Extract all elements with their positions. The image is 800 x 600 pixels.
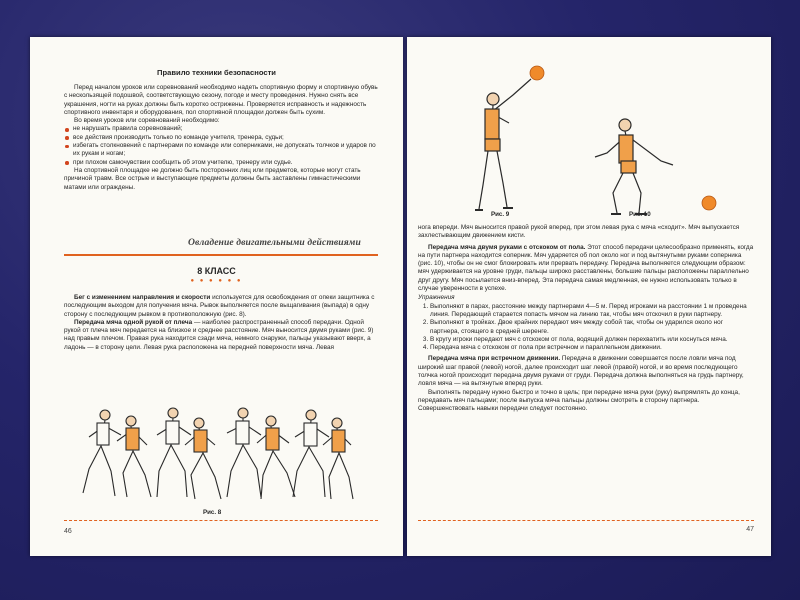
paragraph-lead: Передача мяча двумя руками с отскоком от пола. <box>428 243 586 251</box>
figure-9-caption: Рис. 9 <box>491 211 510 218</box>
list-item: 2. Выполняют в тройках. Двое крайних передают мяч между собой так, чтобы он ударился около ног партнера, стоящего в средней шеренге. <box>430 319 754 336</box>
list-item: все действия производить только по команде учителя, тренера, судьи; <box>73 134 378 142</box>
paragraph-text: — наиболее распространенный способ передачи. Одной рукой от плеча мяч передается на близкое и среднее расстояние. Мяч выносится двумя руками (рис. 9) над правым плечом. Правая рука находится сзади мяча, немного снаружи, пальцы указывают вверх, а ладонь — в сторону цели. Левая рука расположена на передней поверхности мяча. Левая <box>64 318 374 351</box>
running-paragraph <box>64 294 378 319</box>
list-item: избегать столкновений с партнерами по команде или соперниками, не допускать толчков и ударов по их рукам и ногам; <box>73 142 378 159</box>
counter-move-paragraph <box>418 355 754 388</box>
paragraph-text: Этот способ передачи целесообразно применять, когда на пути партнера находится соперник. Мяч ударяется об пол около ног и под вытянутыми руками соперника (рис. 10), чтобы он не смог блокировать или прервать передачу. Передача выполняется следующим образом: мяч удерживается на уровне груди, пальцы широко расставлены, большие пальцы расположены параллельно друг другу. Мяч посылается вниз-вперед. Эта передача самая медленная, ее нужно использовать только в случае уверенности в успехе. <box>418 243 754 293</box>
safety-block <box>64 84 378 192</box>
list-item: при плохом самочувствии сообщить об этом учителю, тренеру или судье. <box>73 159 378 167</box>
intro-paragraph: нога впереди. Мяч выносится правой рукой вперед, при этом левая рука с мяча «сходит». Мяч выпускается захлестывающим движением кисти. <box>418 224 740 240</box>
safety-title: Правило техники безопасности <box>157 68 276 77</box>
section-divider <box>64 254 378 256</box>
closing-paragraph: На спортивной площадке не должно быть посторонних лиц или предметов, которые могут стать причиной травм. Все острые и выступающие предметы должны быть заставлены гимнастическими матами или ограждены. <box>64 166 361 191</box>
exercises-title: Упражнения <box>418 294 455 302</box>
list-item: не нарушать правила соревнований; <box>73 125 378 133</box>
list-item: 1. Выполняют в парах, расстояние между партнерами 4—5 м. Перед игроками на расстоянии 1 м проведена линия. Передающий старается попасть мячом на линию так, чтобы мяч отскочил в руки партнеру. <box>430 303 754 320</box>
pass-paragraph <box>64 319 378 352</box>
paragraph-text: используется для освобождения от опеки защитника с последующим выходом для получения мяча. Рывок выполняется после выщагивания (выпада) в одну сторону с последующим рывком в противоположную (рис. 8). <box>64 294 375 318</box>
bounce-pass-paragraph <box>418 244 754 294</box>
page-number: 46 <box>64 528 72 535</box>
safety-paragraph: Перед началом уроков или соревнований необходимо надеть спортивную форму и спортивную обувь с нескользящей подошвой, соответствующую сезону, погоде и месту проведения. Нужно снять все украшения, ногти на руках должны быть коротко острижены. Проверяется исправность и надежность спортивного инвентаря и оборудования, пол спортивной площадки должен быть сухим. <box>64 84 378 116</box>
section-title: Овладение двигательными действиями <box>188 237 361 248</box>
figure-8-caption: Рис. 8 <box>203 509 222 516</box>
page-number: 47 <box>746 526 754 533</box>
right-body-text <box>418 224 754 414</box>
paragraph-text: Передача в движении совершается после ловли мяча под широкий шаг правой (левой) ногой, далее происходит шаг левой (правой) ногой, и во время последующего толчка ногой происходит передача двумя руками от груди. Передача должна выполняться на грудь партнеру, ловля мяча — на вытянутые вперед руки. <box>418 355 744 388</box>
during-lessons-line: Во время уроков или соревнований необходимо: <box>74 117 220 125</box>
class-title: 8 КЛАСС <box>197 266 236 276</box>
left-book-page <box>30 37 403 556</box>
paragraph-lead: Передача мяча при встречном движении. <box>428 355 561 363</box>
figures-9-10-illustration <box>447 57 747 227</box>
list-item: 3. В кругу игроки передают мяч с отскоком от пола, водящий должен перехватить или коснуться мяча. <box>430 336 754 344</box>
practice-paragraph: Выполнять передачу нужно быстро и точно в цель; при передаче мяча руки (руку) выпрямлять до конца, передавать мяч пальцами; после выпуска мяча пальцы должны смотреть в сторону партнера. Совершенствовать навыки передачи следует постоянно. <box>418 388 740 413</box>
right-book-page <box>407 37 771 556</box>
bottom-divider <box>64 520 378 521</box>
paragraph-lead: Бег с изменением направления и скорости <box>74 294 211 301</box>
paragraph-lead: Передача мяча одной рукой от плеча <box>74 318 193 326</box>
safety-rules-list <box>64 125 378 166</box>
ball-icon <box>530 66 544 80</box>
exercises-list <box>418 303 754 353</box>
class-dots-decoration: ● ● ● ● ● ● <box>190 278 243 284</box>
left-body-text <box>64 294 378 352</box>
figure-8-illustration <box>75 401 355 516</box>
bottom-divider <box>418 520 754 521</box>
ball-icon <box>702 196 716 210</box>
list-item: 4. Передача мяча с отскоком от пола при встречном и параллельном движении. <box>430 344 754 352</box>
figure-10-caption: Рис. 10 <box>629 211 651 218</box>
